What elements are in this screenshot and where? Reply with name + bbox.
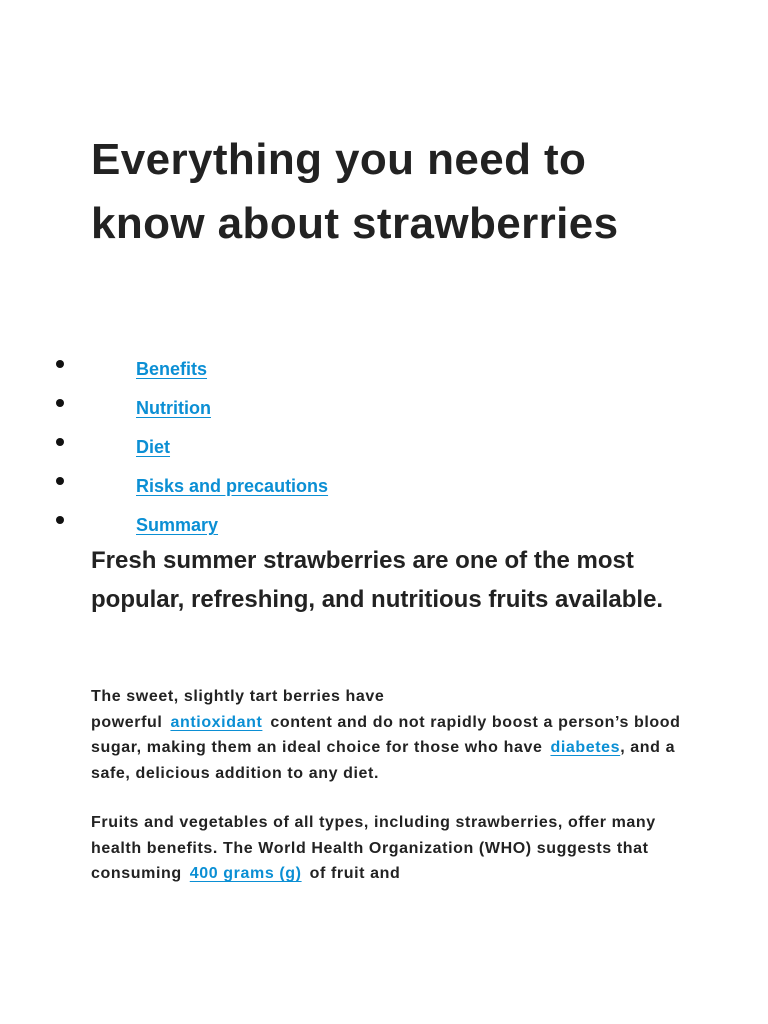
- toc-item-benefits: [0, 353, 768, 392]
- toc-item-diet: [0, 431, 768, 470]
- table-of-contents: [0, 353, 768, 548]
- toc-item-risks: [0, 470, 768, 509]
- antioxidant-link[interactable]: antioxidant: [170, 713, 263, 731]
- bullet-icon: [56, 360, 64, 368]
- paragraph-text: Fruits and vegetables of all types, including strawberries, offer many health benefits. The World Health Organization (WHO) suggests that consuming: [91, 814, 656, 882]
- diabetes-link[interactable]: diabetes: [550, 739, 621, 756]
- paragraph-text: The sweet, slightly tart berries have: [91, 688, 385, 705]
- toc-link-nutrition[interactable]: Nutrition: [136, 398, 211, 418]
- lead-paragraph: Fresh summer strawberries are one of the most popular, refreshing, and nutritious fruits available.: [91, 547, 664, 613]
- paragraph-text: , and a safe, delicious addition to any diet.: [91, 739, 676, 782]
- body-paragraph-fruits-vegetables: [91, 810, 691, 887]
- bullet-icon: [56, 477, 64, 485]
- article-title: Everything you need to know about strawberries: [91, 135, 619, 248]
- paragraph-text: powerful: [91, 713, 163, 731]
- bullet-icon: [56, 438, 64, 446]
- toc-item-nutrition: [0, 392, 768, 431]
- body-paragraph-sweet-berries: [91, 684, 691, 786]
- toc-link-risks-and-precautions[interactable]: Risks and precautions: [136, 476, 329, 496]
- paragraph-text: of fruit and: [309, 865, 401, 882]
- 400-grams-link[interactable]: 400 grams (g): [189, 865, 302, 882]
- toc-link-summary[interactable]: Summary: [136, 515, 219, 535]
- bullet-icon: [56, 516, 64, 524]
- paragraph-text: content and do not rapidly boost a person’s blood sugar, making them an ideal choice for those who have: [91, 713, 681, 756]
- toc-link-diet[interactable]: Diet: [136, 437, 171, 457]
- toc-link-benefits[interactable]: Benefits: [136, 359, 208, 379]
- bullet-icon: [56, 399, 64, 407]
